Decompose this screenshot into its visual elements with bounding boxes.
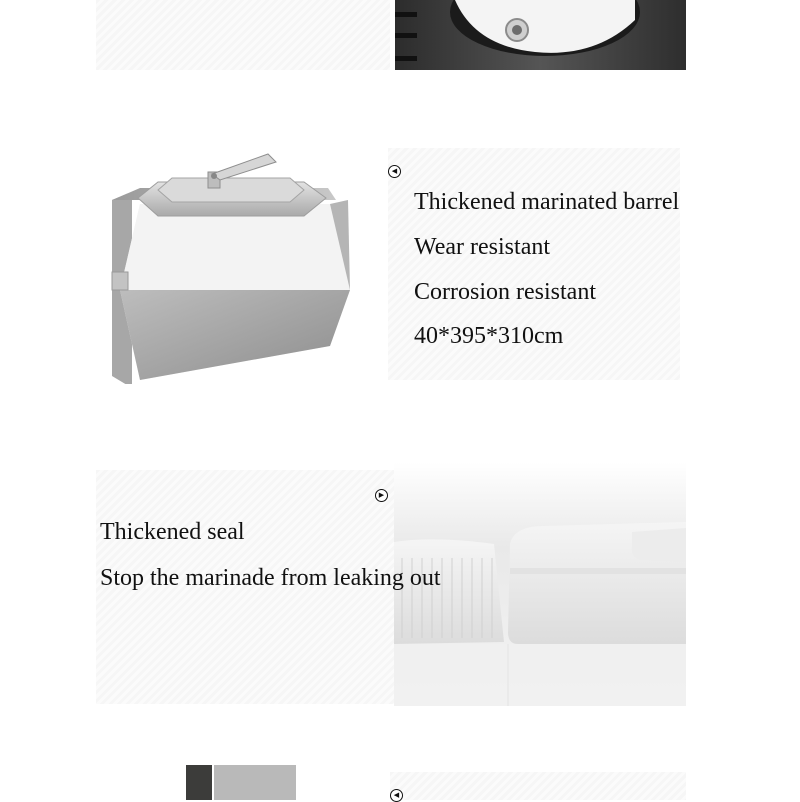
seal-feature-1: Thickened seal — [100, 519, 245, 545]
machine-closeup-photo — [395, 0, 686, 70]
barrel-feature-2: Wear resistant — [414, 234, 551, 260]
left-arrow-circle-icon: ◀ — [390, 789, 403, 802]
barrel-feature-1: Thickened marinated barrel — [414, 189, 680, 215]
bottom-photo — [214, 765, 296, 800]
bottom-info-panel — [390, 772, 686, 800]
seal-feature-2: Stop the marinade from leaking out — [100, 565, 441, 591]
machine-closeup-graphic — [395, 0, 686, 70]
marinated-barrel-illustration — [100, 148, 360, 384]
left-arrow-circle-icon: ◀ — [388, 165, 401, 178]
barrel-feature-3: Corrosion resistant — [414, 279, 596, 305]
bottom-photo-dark-edge — [186, 765, 212, 800]
barrel-dimensions: 40*395*310cm — [414, 323, 564, 349]
top-info-panel — [96, 0, 390, 70]
right-arrow-circle-icon: ▶ — [375, 489, 388, 502]
